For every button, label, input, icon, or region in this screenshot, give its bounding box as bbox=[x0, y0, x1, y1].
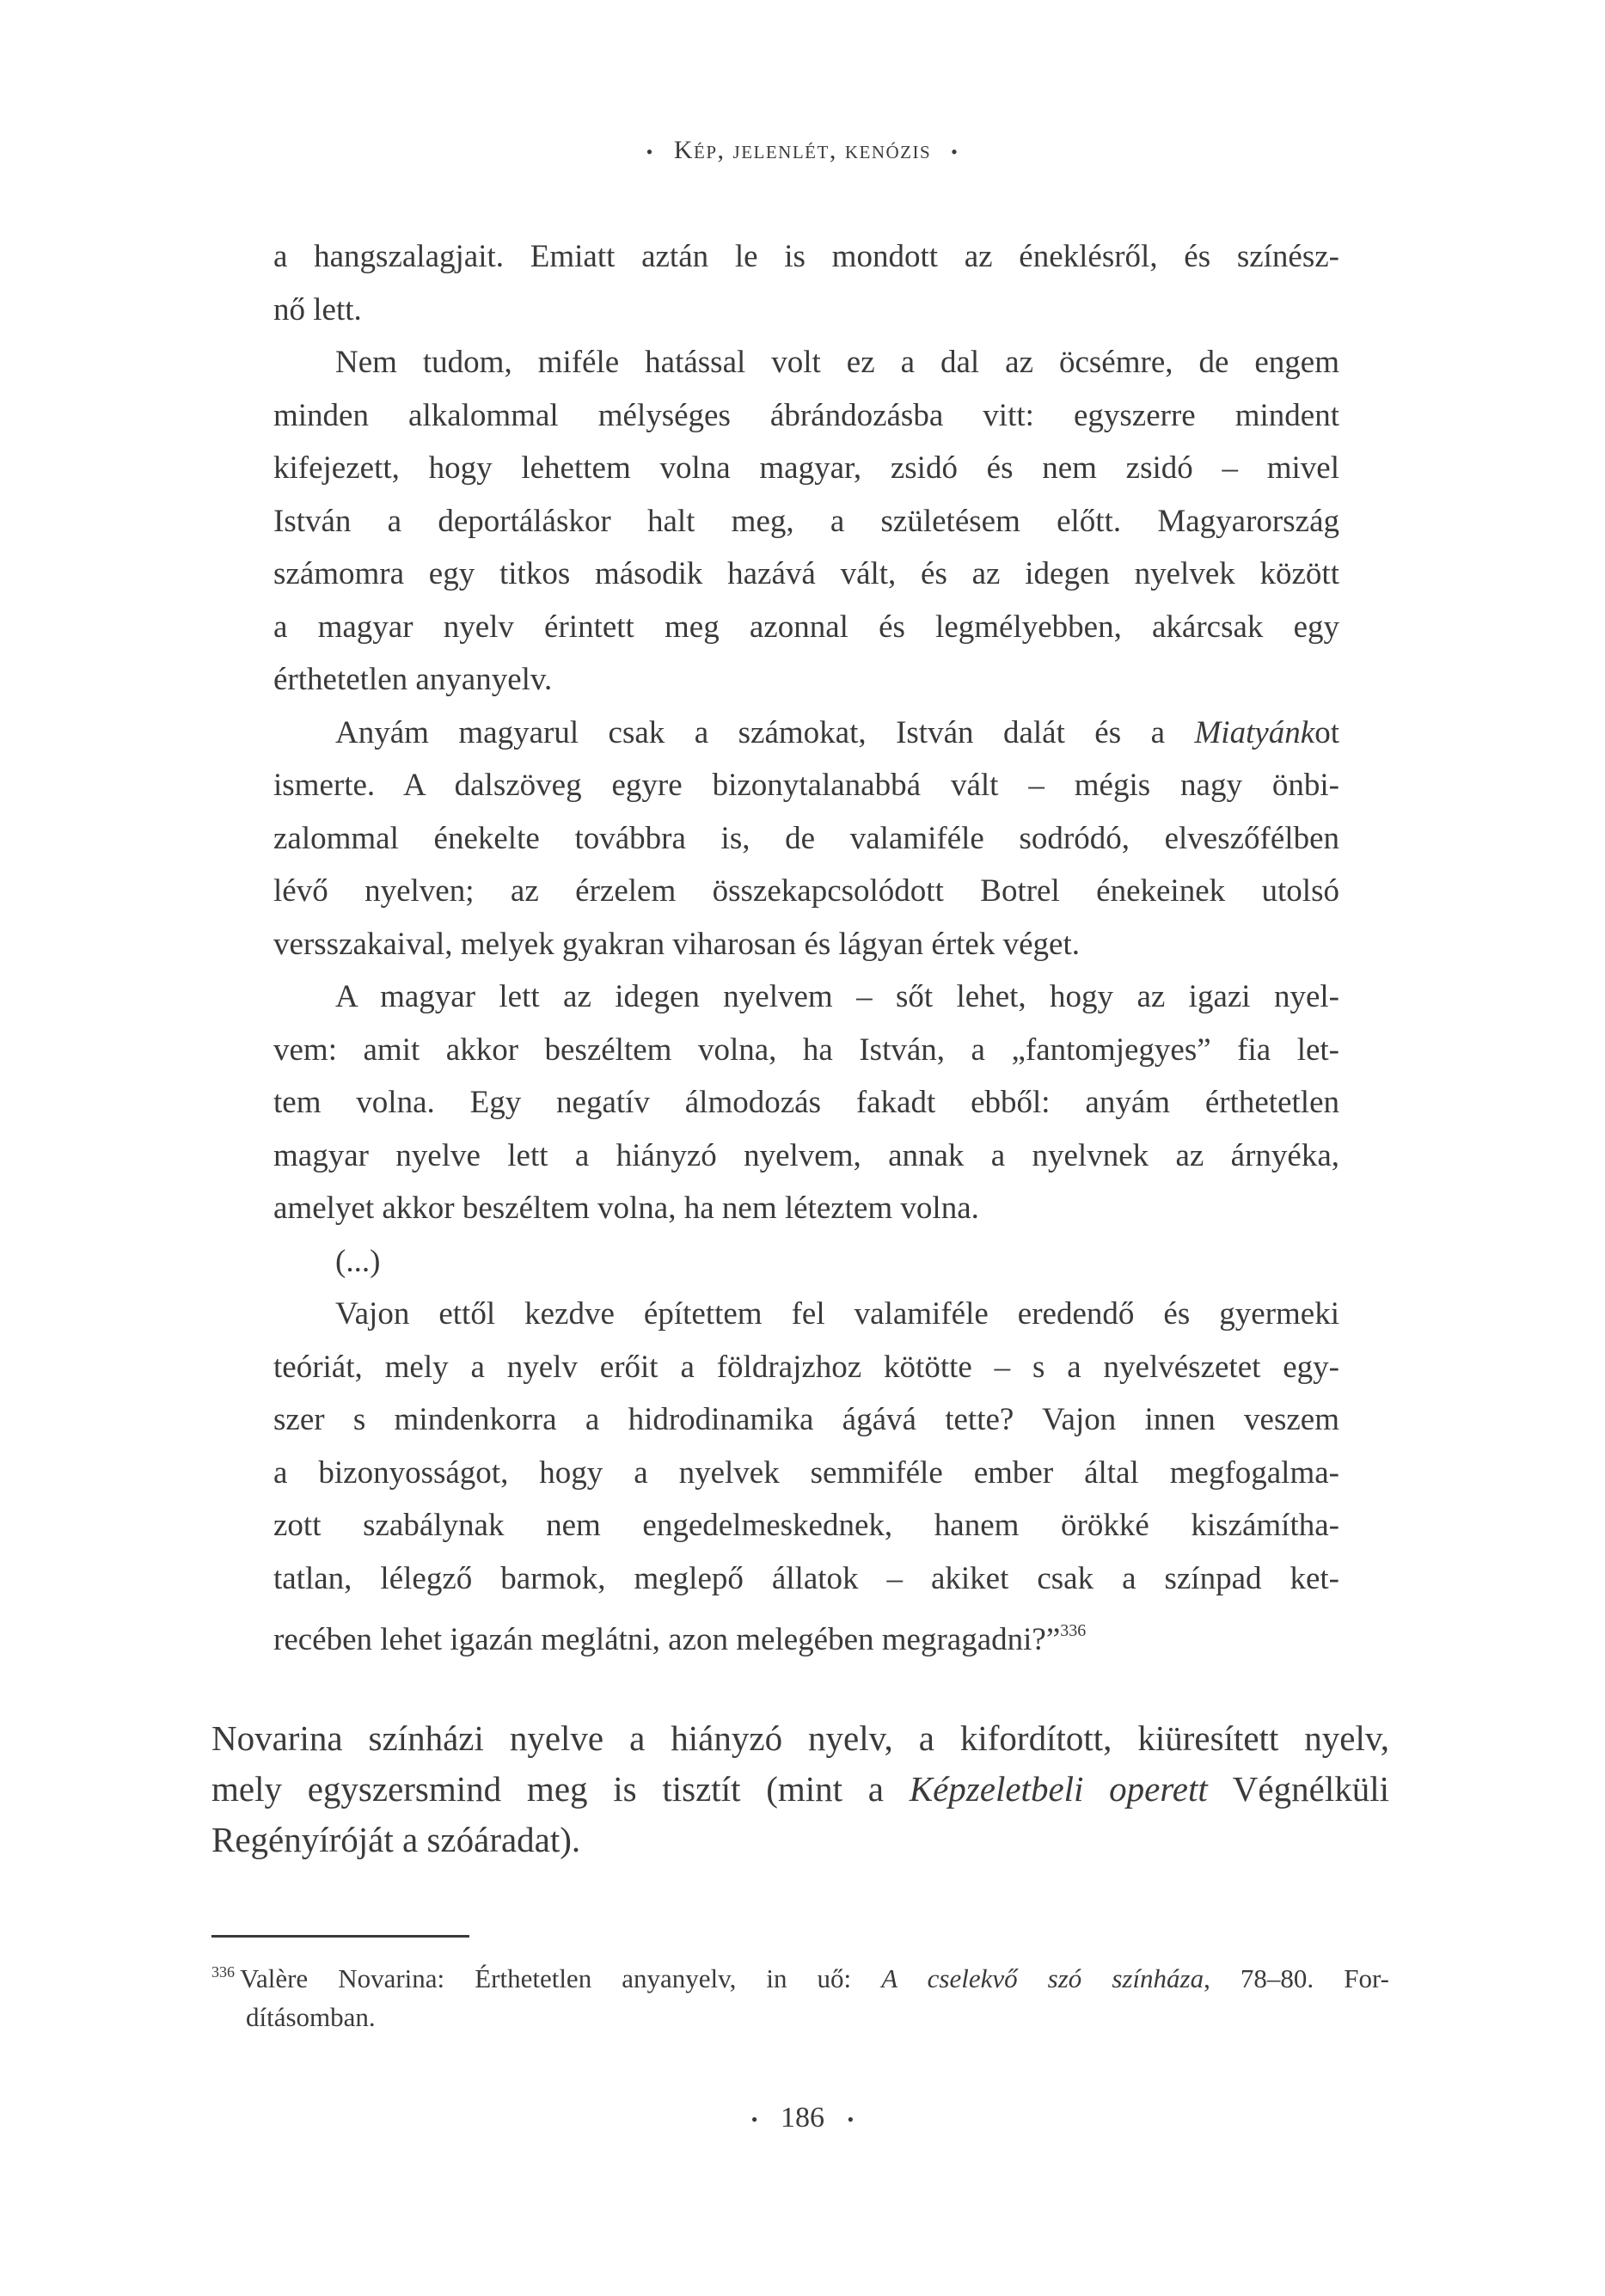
quote-line: magyar nyelve lett a hiányzó nyelvem, annak a nyelvnek az árnyéka, bbox=[273, 1137, 1339, 1173]
quote-line: amelyet akkor beszéltem volna, ha nem léteztem volna. bbox=[273, 1191, 979, 1226]
main-paragraph bbox=[211, 1713, 1389, 1865]
quote-line: a bizonyosságot, hogy a nyelvek semmiféle ember által megfogalma- bbox=[273, 1454, 1339, 1491]
quote-line: kifejezett, hogy lehettem volna magyar, zsidó és nem zsidó – mivel bbox=[273, 450, 1339, 486]
quote-text: ot bbox=[1314, 714, 1339, 750]
page-number bbox=[0, 2102, 1605, 2134]
main-line bbox=[211, 1764, 1389, 1815]
running-header-title: Kép, jelenlét, kenózis bbox=[673, 136, 932, 164]
footnote-line: dításomban. bbox=[246, 2002, 376, 2032]
quote-line: szer s mindenkorra a hidrodinamika ágává tette? Vajon innen veszem bbox=[273, 1402, 1339, 1437]
quote-line bbox=[273, 1605, 1339, 1658]
quote-text: recében lehet igazán meglátni, azon melegében megragadni?” bbox=[273, 1622, 1061, 1657]
quote-line: zalommal énekelte továbbra is, de valamiféle sodródó, elveszőfélben bbox=[273, 820, 1339, 856]
quote-line: érthetetlen anyanyelv. bbox=[273, 662, 553, 697]
quote-line: teóriát, mely a nyelv erőit a földrajzhoz kötötte – s a nyelvészetet egy- bbox=[273, 1349, 1339, 1385]
footnote bbox=[211, 1953, 1389, 2036]
footnote-number: 336 bbox=[211, 1963, 235, 1981]
footnote-italic-title: A cselekvő szó színháza bbox=[881, 1963, 1204, 1993]
quote-line: lévő nyelven; az érzelem összekapcsolódott Botrel énekeinek utolsó bbox=[273, 873, 1339, 909]
quote-line: a magyar nyelv érintett meg azonnal és legmélyebben, akárcsak egy bbox=[273, 609, 1339, 645]
quote-ellipsis: (...) bbox=[335, 1243, 381, 1279]
quote-line: versszakaival, melyek gyakran viharosan és lágyan értek véget. bbox=[273, 926, 1080, 962]
footnote-reference[interactable]: 336 bbox=[1060, 1621, 1087, 1640]
footnote-line bbox=[211, 1953, 1389, 1998]
quote-line: nő lett. bbox=[273, 291, 362, 328]
block-quote bbox=[273, 230, 1339, 1658]
footnote-divider bbox=[211, 1935, 469, 1938]
ornament-bullet-right: • bbox=[951, 141, 959, 163]
quote-italic-title: Miatyánk bbox=[1194, 714, 1315, 750]
quote-line: A magyar lett az idegen nyelvem – sőt lehet, hogy az igazi nyel- bbox=[335, 979, 1339, 1014]
quote-text: Anyám magyarul csak a számokat, István dalát és a bbox=[335, 714, 1195, 750]
main-italic-title: Képzeletbeli operett bbox=[909, 1769, 1208, 1809]
quote-line: számomra egy titkos második hazává vált, és az idegen nyelvek között bbox=[273, 556, 1339, 591]
ornament-bullet-right: • bbox=[847, 2109, 855, 2131]
main-text: Végnélküli bbox=[1207, 1769, 1389, 1809]
quote-line: minden alkalommal mélységes ábrándozásba vitt: egyszerre mindent bbox=[273, 397, 1339, 433]
quote-line bbox=[273, 707, 1339, 760]
main-line: Novarina színházi nyelve a hiányzó nyelv, a kifordított, kiüresített nyelv, bbox=[211, 1718, 1389, 1758]
quote-line: Vajon ettől kezdve építettem fel valamiféle eredendő és gyermeki bbox=[335, 1296, 1339, 1332]
ornament-bullet-left: • bbox=[646, 141, 654, 163]
quote-line: a hangszalagjait. Emiatt aztán le is mondott az éneklésről, és színész- bbox=[273, 239, 1339, 274]
ornament-bullet-left: • bbox=[750, 2109, 758, 2131]
quote-line: vem: amit akkor beszéltem volna, ha István, a „fantomjegyes” fia let- bbox=[273, 1032, 1339, 1068]
quote-line: Nem tudom, miféle hatással volt ez a dal az öcsémre, de engem bbox=[335, 345, 1339, 380]
footnote-text: , 78–80. For- bbox=[1204, 1963, 1389, 1993]
quote-line: tem volna. Egy negatív álmodozás fakadt ebből: anyám érthetetlen bbox=[273, 1085, 1339, 1120]
footnote-text: Valère Novarina: Érthetetlen anyanyelv, in uő: bbox=[240, 1963, 882, 1993]
running-header bbox=[0, 136, 1605, 165]
quote-line: zott szabálynak nem engedelmeskednek, hanem örökké kiszámítha- bbox=[273, 1508, 1339, 1543]
main-text: mely egyszersmind meg is tisztít (mint a bbox=[211, 1769, 910, 1809]
quote-line: István a deportáláskor halt meg, a születésem előtt. Magyarország bbox=[273, 503, 1339, 539]
main-line: Regényíróját a szóáradat). bbox=[211, 1820, 581, 1859]
quote-line: tatlan, lélegző barmok, meglepő állatok – akiket csak a színpad ket- bbox=[273, 1560, 1339, 1596]
quote-line: ismerte. A dalszöveg egyre bizonytalanabbá vált – mégis nagy önbi- bbox=[273, 768, 1339, 803]
page-number-value: 186 bbox=[781, 2102, 824, 2134]
